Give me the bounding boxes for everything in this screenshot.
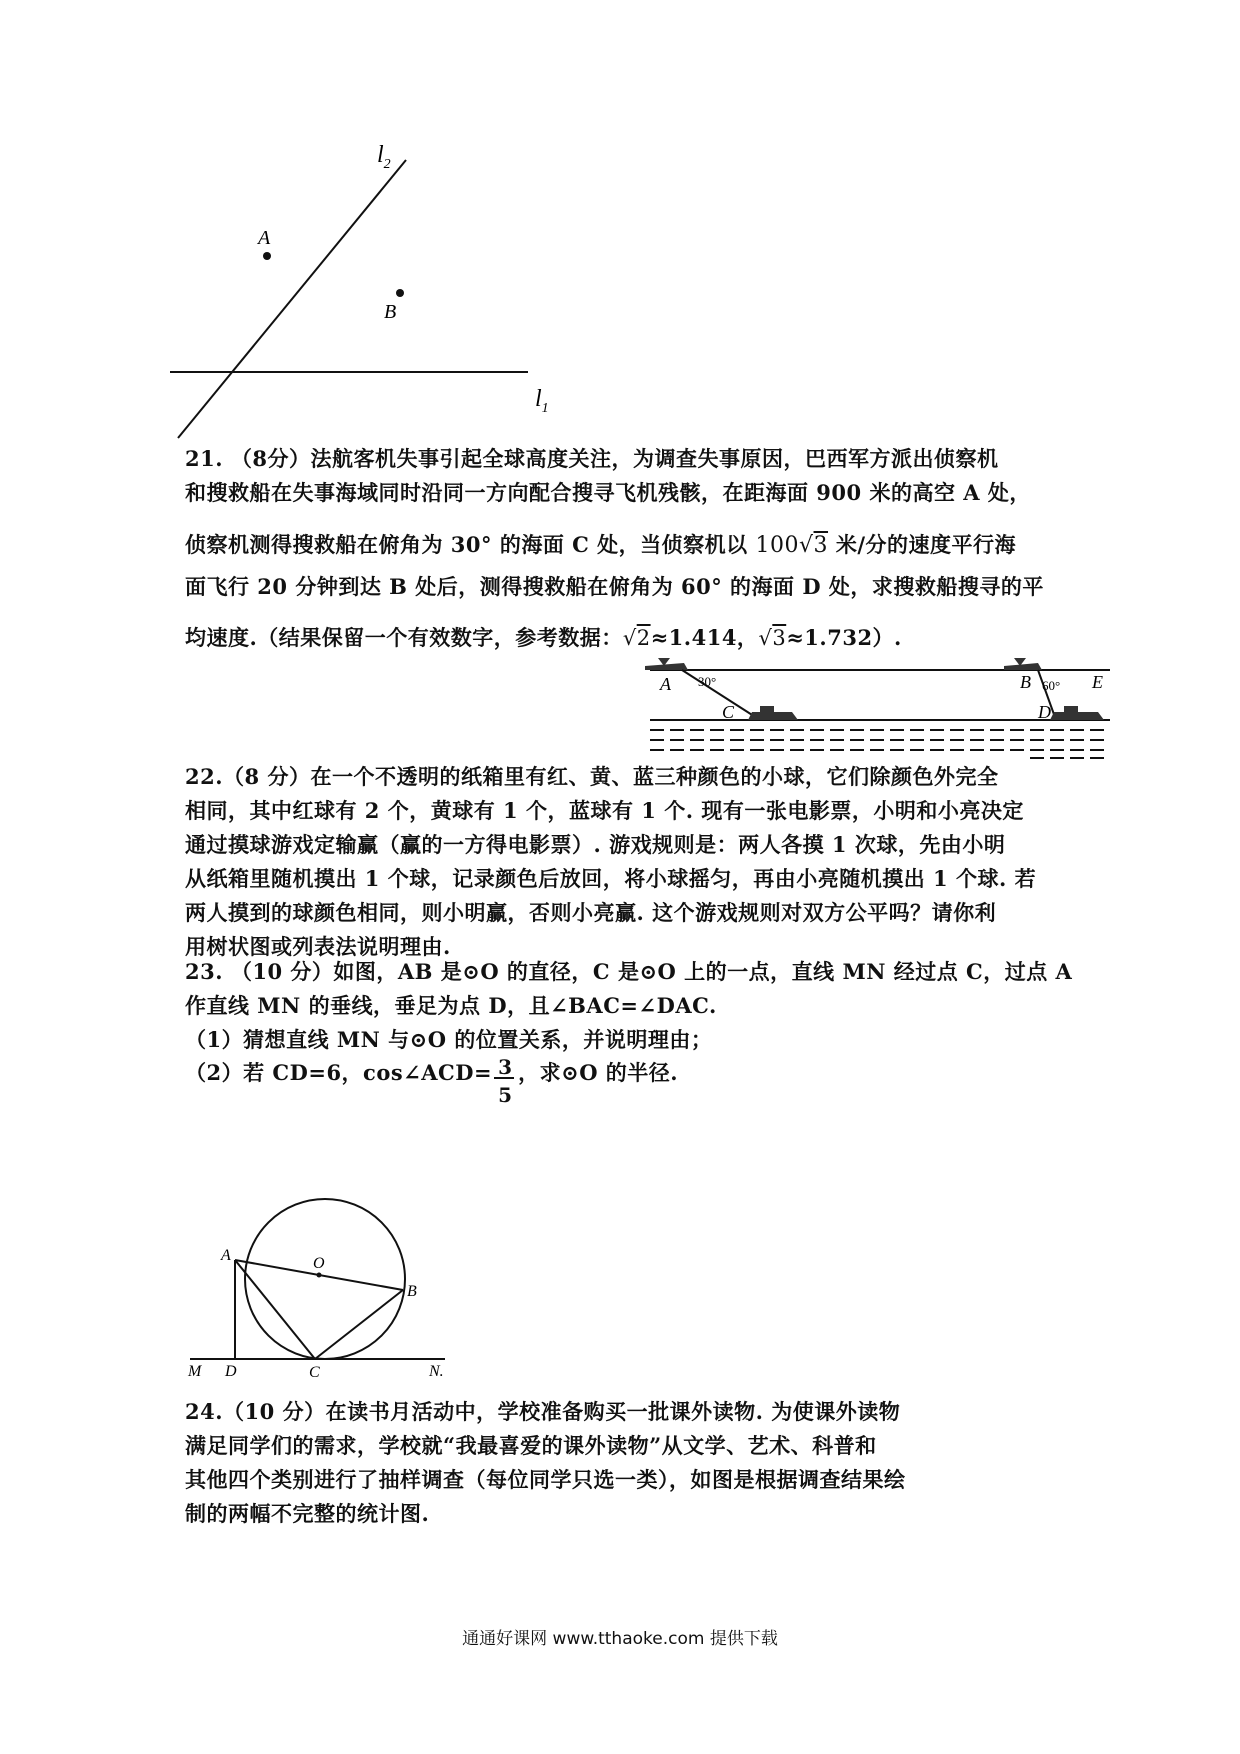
segment-AC [235,1260,315,1359]
approx-1: ≈1.414， [650,625,759,650]
q21-line-3-tail: 米/分的速度平行海 [835,532,1017,557]
question-22 [185,760,1065,964]
q24-line-4: 制的两幅不完整的统计图. [185,1501,430,1526]
circle-O [245,1199,405,1359]
speed-expression [756,533,829,558]
sqrt-icon: √ [758,626,773,650]
question-21-line-4 [185,570,1065,604]
ship-C-icon [748,706,798,720]
sqrt-icon: √ [799,533,814,558]
figure-lines-points [160,140,640,450]
q22-line-1: 22.（8 分）在一个不透明的纸箱里有红、黄、蓝三种颜色的小球，它们除颜色外完全 [185,764,999,789]
label-C: C [309,1364,320,1380]
q23-line-2: 作直线 MN 的垂线，垂足为点 D，且∠BAC=∠DAC. [185,993,717,1018]
q24-line-2: 满足同学们的需求，学校就“我最喜爱的课外读物”从文学、艺术、科普和 [185,1433,877,1458]
q21-line-3-text: 侦察机测得搜救船在俯角为 30° 的海面 C 处，当侦察机以 [185,532,748,557]
radicand-2: 2 [636,626,651,650]
label-C: C [722,702,735,722]
q23-sub-2-text: （2）若 CD=6，cos∠ACD= [185,1060,493,1085]
point-B [396,289,404,297]
speed-radicand: 3 [813,533,829,558]
q24-line-1: 24.（10 分）在读书月活动中，学校准备购买一批课外读物. 为使课外读物 [185,1399,901,1424]
question-24 [185,1395,1065,1531]
approx-2: ≈1.732）. [786,625,902,650]
point-A [263,252,271,260]
q22-line-5: 两人摸到的球颜色相同，则小明赢，否则小亮赢. 这个游戏规则对双方公平吗？请你利 [185,900,997,925]
plane-B-icon [1004,658,1042,670]
ship-D-icon [1050,706,1104,720]
label-B: B [384,301,397,323]
label-D: D [225,1363,237,1380]
q22-line-6: 用树状图或列表法说明理由. [185,934,451,959]
figure-q21-aircraft-ships [640,648,1120,760]
fraction-numerator: 3 [498,1055,513,1079]
label-B: B [407,1283,417,1300]
q23-sub-1: （1）猜想直线 MN 与⊙O 的位置关系，并说明理由； [185,1027,713,1052]
q21-line-4: 面飞行 20 分钟到达 B 处后，测得搜救船在俯角为 60° 的海面 D 处，求搜救船搜寻的平 [185,574,1044,599]
sea-waves [650,730,1110,758]
sqrt-icon: √ [622,626,637,650]
q21-line-1: 21. （8分）法航客机失事引起全球高度关注，为调查失事原因，巴西军方派出侦察机 [185,446,999,471]
label-l2: $l_2$ [377,142,391,172]
label-B: B [1020,672,1031,692]
q22-line-4: 从纸箱里随机摸出 1 个球，记录颜色后放回，将小球摇匀，再由小亮随机摸出 1 个球. 若 [185,866,1037,891]
q23-line-1: 23. （10 分）如图，AB 是⊙O 的直径，C 是⊙O 上的一点，直线 MN 经过点 C，过点 A [185,959,1073,984]
question-23-sub-2 [185,1055,1065,1107]
q21-line-5-text: 均速度.（结果保留一个有效数字，参考数据： [185,625,623,650]
speed-coefficient: 100 [755,533,799,558]
label-A: A [660,674,671,694]
label-D: D [1038,702,1051,722]
q22-line-2: 相同，其中红球有 2 个，黄球有 1 个，蓝球有 1 个. 现有一张电影票，小明和小亮决定 [185,798,1024,823]
label-l1: $l_1$ [535,386,549,416]
sight-line-AC [682,670,760,720]
plane-A-icon [645,658,688,670]
label-E: E [1092,672,1103,692]
question-23 [185,955,1073,1057]
label-angle-60: 60° [1042,678,1061,693]
label-M: M [188,1363,202,1380]
label-A: A [258,227,271,249]
fraction-3-5 [492,1055,518,1107]
fraction-denominator: 5 [498,1083,513,1107]
line-l2 [178,160,406,438]
radicand-3: 3 [772,626,787,650]
q24-line-3: 其他四个类别进行了抽样调查（每位同学只选一类），如图是根据调查结果绘 [185,1467,906,1492]
question-21-line-3 [185,528,1065,563]
label-N: N. [429,1363,444,1380]
center-O [317,1273,322,1278]
label-O: O [313,1255,325,1272]
label-angle-30: 30° [698,674,717,689]
q21-line-2: 和搜救船在失事海域同时沿同一方向配合搜寻飞机残骸，在距海面 900 米的高空 A 处， [185,480,1031,505]
figure-q23-circle [185,1180,465,1380]
q22-line-3: 通过摸球游戏定输赢（赢的一方得电影票）. 游戏规则是：两人各摸 1 次球，先由小明 [185,832,1006,857]
page-footer: 通通好课网 www.tthaoke.com 提供下载 [462,1629,778,1649]
q23-sub-2-tail: ，求⊙O 的半径. [518,1060,679,1085]
label-A: A [221,1247,231,1264]
question-21 [185,442,1065,510]
